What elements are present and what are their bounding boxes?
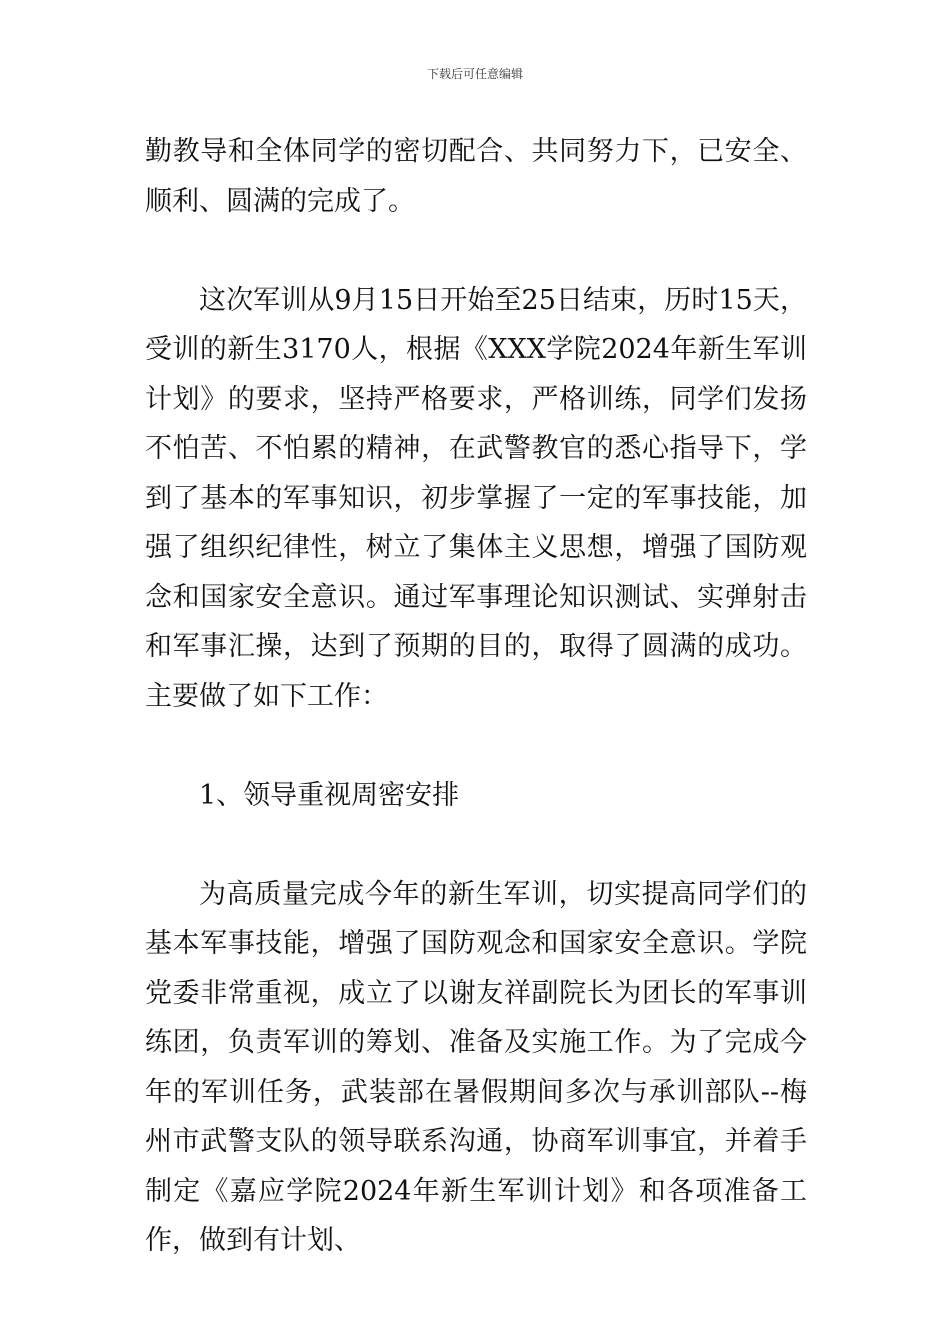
paragraph-training-summary: 这次军训从9月15日开始至25日结束，历时15天，受训的新生3170人，根据《XXX学院2024年新生军训计划》的要求，坚持严格要求，严格训练，同学们发扬不怕苦、不怕累的精神，在武警教官的悉心指导下，学到了基本的军事知识，初步掌握了一定的军事技能，加强了组织纪律性，树立了集体主义思想，增强了国防观念和国家安全意识。通过军事理论知识测试、实弹射击和军事汇操，达到了预期的目的，取得了圆满的成功。主要做了如下工作：: [145, 284, 807, 712]
paragraph-gap: [145, 820, 807, 870]
header-note: 下载后可任意编辑: [426, 67, 523, 81]
paragraph-continuation: 勤教导和全体同学的密切配合、共同努力下，已安全、顺利、圆满的完成了。: [145, 136, 807, 217]
document-body: [145, 127, 807, 1266]
paragraph-leadership: 为高质量完成今年的新生军训，切实提高同学们的基本军事技能，增强了国防观念和国家安全意识。学院党委非常重视，成立了以谢友祥副院长为团长的军事训练团，负责军训的筹划、准备及实施工作。为了完成今年的军训任务，武装部在暑假期间多次与承训部队--梅州市武警支队的领导联系沟通，协商军训事宜，并着手制定《嘉应学院2024年新生军训计划》和各项准备工作，做到有计划、: [145, 878, 807, 1256]
paragraph-gap: [145, 721, 807, 771]
paragraph-gap: [145, 226, 807, 276]
section-heading: 1、领导重视周密安排: [199, 779, 460, 811]
